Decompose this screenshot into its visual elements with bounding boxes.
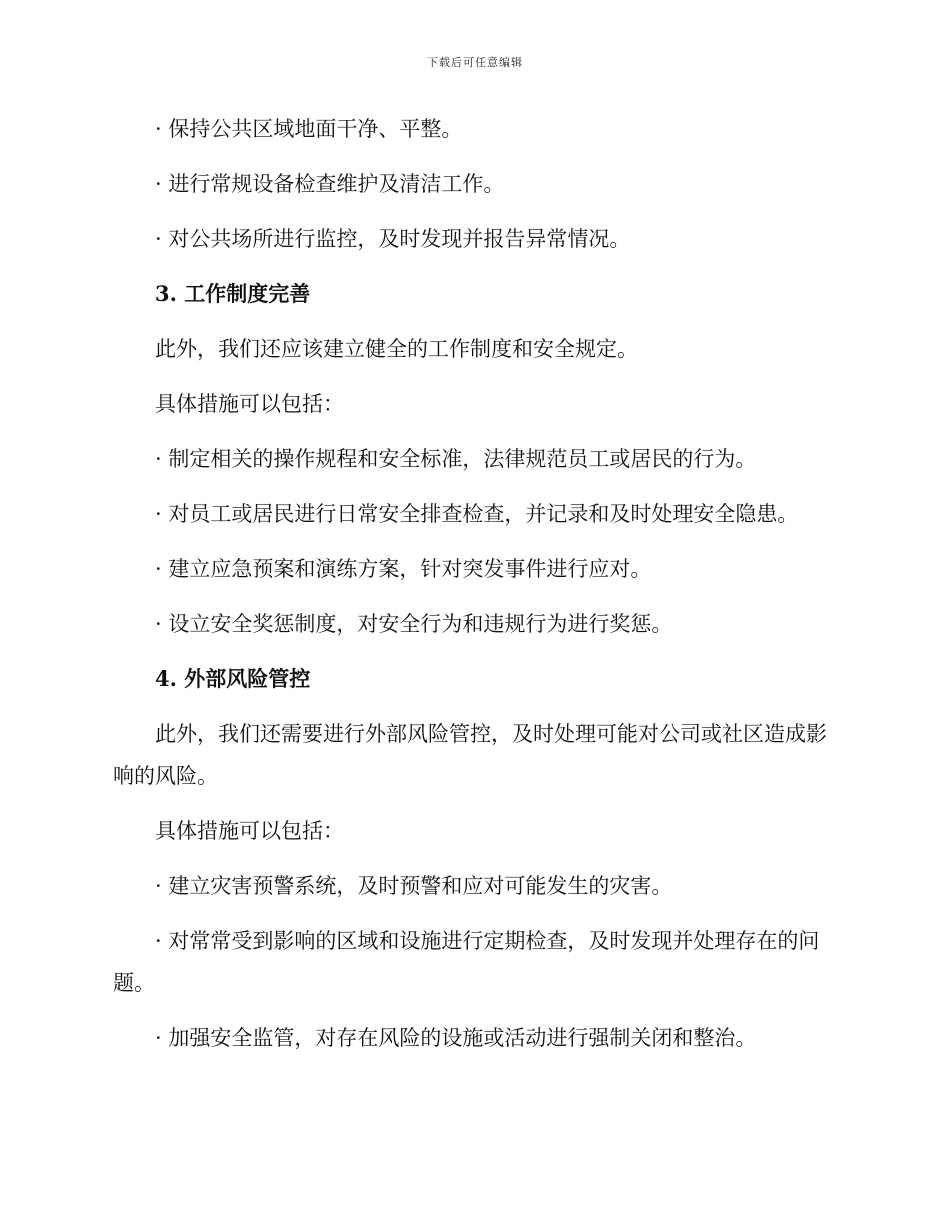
bullet-item: · 保持公共区域地面干净、平整。	[155, 117, 463, 141]
bullet-item: · 设立安全奖惩制度，对安全行为和违规行为进行奖惩。	[155, 612, 673, 636]
bullet-item: · 对公共场所进行监控，及时发现并报告异常情况。	[155, 227, 631, 251]
bullet-item: · 建立应急预案和演练方案，针对突发事件进行应对。	[155, 557, 652, 581]
bullet-item: · 加强安全监管，对存在风险的设施或活动进行强制关闭和整治。	[155, 1026, 757, 1050]
paragraph: 此外，我们还需要进行外部风险管控，及时处理可能对公司或社区造成影响的风险。	[113, 722, 827, 788]
paragraph: 此外，我们还应该建立健全的工作制度和安全规定。	[155, 337, 638, 361]
bullet-item: · 对常常受到影响的区域和设施进行定期检查，及时发现并处理存在的问题。	[113, 929, 820, 995]
bullet-item: · 制定相关的操作规程和安全标准，法律规范员工或居民的行为。	[155, 447, 757, 471]
bullet-item: · 对员工或居民进行日常安全排查检查，并记录和及时处理安全隐患。	[155, 502, 799, 526]
page-header: 下载后可任意编辑	[427, 56, 523, 69]
section-heading: 3. 工作制度完善	[155, 281, 311, 306]
bullet-item: · 进行常规设备检查维护及清洁工作。	[155, 172, 505, 196]
bullet-item: · 建立灾害预警系统，及时预警和应对可能发生的灾害。	[155, 874, 673, 898]
section-heading: 4. 外部风险管控	[155, 666, 311, 691]
document-body	[113, 108, 833, 1072]
paragraph: 具体措施可以包括：	[155, 819, 344, 843]
paragraph: 具体措施可以包括：	[155, 392, 344, 416]
